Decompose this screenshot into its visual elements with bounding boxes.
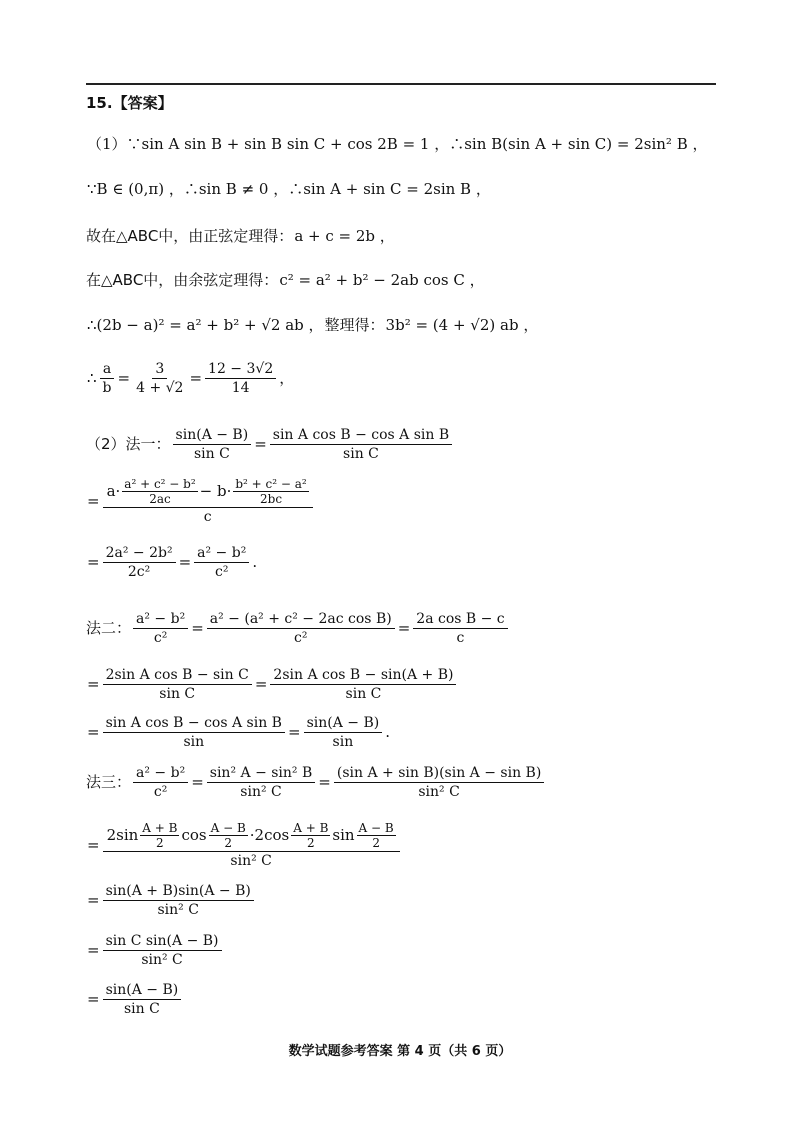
m2-l3-f1-den: sin — [183, 734, 205, 750]
m1-inner-b-den: 2bc — [260, 492, 283, 506]
m2-l3-f2-num: sin(A − B) — [304, 716, 383, 733]
m3-inner1-num: A + B — [142, 821, 178, 835]
method3-line4 — [86, 934, 224, 967]
m3-l3-num: sin(A + B)sin(A − B) — [103, 884, 254, 901]
method2-line1 — [86, 612, 510, 645]
equals-sign: = — [87, 990, 100, 1008]
part1-line5 — [86, 318, 539, 333]
method2-line2 — [86, 668, 458, 701]
m1-frac1-den: sin C — [193, 446, 230, 462]
ratio3-num: 12 − 3√2 — [205, 362, 276, 379]
m3-inner4-den: 2 — [372, 836, 380, 850]
m1-compound-frac — [103, 478, 313, 524]
equals-sign: = — [87, 675, 100, 693]
m2-l2-frac2 — [270, 668, 456, 701]
equals-sign: = — [287, 723, 301, 741]
m3-f1-den: c² — [153, 784, 168, 800]
m3-inner2 — [209, 822, 248, 849]
equals-sign: = — [254, 675, 268, 693]
equals-sign: = — [87, 553, 100, 571]
m2-frac1 — [133, 612, 188, 645]
m2-f2-den: c² — [294, 630, 308, 646]
m1-l3-f2-num: a² − b² — [194, 546, 249, 563]
question-heading: 15.【答案】 — [86, 94, 173, 112]
equals-sign: = — [87, 891, 100, 909]
m2-l3-frac1 — [103, 716, 285, 749]
part1-line2 — [86, 182, 492, 197]
equals-sign: = — [87, 723, 100, 741]
period: . — [252, 553, 258, 571]
m3-f2-num: sin² A − sin² B — [207, 766, 316, 783]
m3-inner1 — [140, 822, 179, 849]
m3-inner3-den: 2 — [306, 836, 315, 850]
m3-compound-den: sin² C — [230, 853, 272, 869]
m1-a-term: a· — [106, 482, 121, 500]
m3-l5-frac — [103, 983, 182, 1016]
m1-l3-frac2 — [194, 546, 249, 579]
m3-inner3 — [291, 822, 330, 849]
ratio2-den: 4 + √2 — [136, 380, 184, 396]
cosine-rule-text: 在△ABC中，由余弦定理得： — [86, 271, 279, 289]
part1-line3 — [86, 229, 396, 244]
ratio-fraction-2 — [133, 362, 186, 395]
part2-label: （2）法一： — [86, 435, 171, 453]
part1-line1-text: （1）∵sin A sin B + sin B sin C + cos 2B = 1 ，∴sin B(sin A + sin C) = 2sin² B ， — [87, 135, 708, 153]
ratio3-den: 14 — [231, 380, 250, 396]
equals-sign: = — [87, 835, 100, 854]
method2-label: 法二： — [86, 619, 132, 637]
m3-frac3 — [334, 766, 544, 799]
m3-inner1-den: 2 — [156, 836, 164, 850]
m2-frac2 — [207, 612, 395, 645]
m1-frac2-den: sin C — [343, 446, 379, 462]
m1-inner-b-num: b² + c² − a² — [235, 477, 307, 491]
period: . — [385, 723, 390, 741]
m1-frac1 — [173, 428, 252, 461]
m3-f3-den: sin² C — [418, 784, 460, 800]
m1-inner-a-den: 2ac — [149, 492, 171, 506]
m1-compound-num — [103, 478, 313, 508]
equals-sign: = — [87, 941, 100, 959]
m2-l2-f1-den: sin C — [159, 686, 196, 702]
m3-l5-den: sin C — [123, 1001, 160, 1017]
m1-inner-a-num: a² + c² − b² — [124, 477, 196, 491]
method2-line3 — [86, 716, 391, 749]
ratio-fraction — [100, 362, 115, 395]
m1-b-term: − b· — [199, 482, 232, 500]
m2-f2-num: a² − (a² + c² − 2ac cos B) — [207, 612, 395, 629]
m2-f3-den: c — [456, 630, 465, 646]
m3-f2-den: sin² C — [240, 784, 282, 800]
m1-frac1-num: sin(A − B) — [173, 428, 252, 445]
m3-l4-frac — [103, 934, 222, 967]
method3-label: 法三： — [86, 773, 132, 791]
sine-rule-text: 故在△ABC中，由正弦定理得： — [86, 227, 294, 245]
m1-inner-frac-b — [233, 478, 308, 505]
m3-inner2-num: A − B — [210, 821, 246, 835]
m1-frac2 — [270, 428, 452, 461]
m1-l3-frac1 — [103, 546, 176, 579]
m3-frac1 — [133, 766, 188, 799]
m3-l3-den: sin² C — [157, 902, 199, 918]
method3-line5 — [86, 983, 183, 1016]
equals-sign: = — [178, 553, 192, 571]
m1-l3-f1-den: 2c² — [127, 564, 151, 580]
m3-l4-den: sin² C — [141, 952, 183, 968]
m3-inner4 — [357, 822, 396, 849]
ratio-num: a — [100, 362, 114, 379]
page-footer: 数学试题参考答案 第 4 页（共 6 页） — [288, 1044, 512, 1059]
m3-inner2-den: 2 — [224, 836, 232, 850]
m1-inner-frac-a — [122, 478, 197, 505]
ratio-fraction-3 — [205, 362, 276, 395]
method1-line2 — [86, 478, 315, 524]
m1-compound-den: c — [203, 509, 212, 525]
part1-line5-left: ∴(2b − a)² = a² + b² + √2 ab ， — [87, 316, 324, 334]
m1-l3-f2-den: c² — [215, 564, 229, 580]
part1-line5-right: 3b² = (4 + √2) ab ， — [385, 316, 539, 334]
m3-inner4-num: A − B — [358, 821, 394, 835]
sine-rule-math: a + c = 2b ， — [294, 227, 395, 245]
m3-t3: ·2cos — [249, 826, 290, 844]
m3-t1: 2sin — [106, 826, 139, 844]
m3-l4-num: sin C sin(A − B) — [103, 934, 222, 951]
m3-frac2 — [207, 766, 316, 799]
method3-line1 — [86, 766, 546, 799]
m2-f3-num: 2a cos B − c — [413, 612, 507, 629]
comma: ， — [279, 369, 295, 387]
method1-line1 — [86, 428, 454, 461]
m3-f1-num: a² − b² — [133, 766, 188, 783]
m3-compound-num — [103, 822, 400, 852]
m2-f1-num: a² − b² — [133, 612, 188, 629]
m1-l3-f1-num: 2a² − 2b² — [103, 546, 176, 563]
ratio-den: b — [102, 380, 112, 396]
cosine-rule-math: c² = a² + b² − 2ab cos C ， — [279, 271, 485, 289]
m2-l3-frac2 — [304, 716, 383, 749]
m2-l2-frac1 — [103, 668, 252, 701]
part1-line2-text: ∵B ∈ (0,π) ，∴sin B ≠ 0 ，∴sin A + sin C = 2sin B ， — [87, 180, 491, 198]
equals-sign: = — [191, 773, 204, 791]
top-rule — [86, 83, 716, 85]
method3-line2 — [86, 822, 402, 868]
m3-inner3-num: A + B — [293, 821, 329, 835]
m3-l5-num: sin(A − B) — [103, 983, 182, 1000]
part1-line6 — [86, 362, 295, 395]
equals-sign: = — [254, 435, 267, 453]
m1-frac2-num: sin A cos B − cos A sin B — [270, 428, 452, 445]
equals-sign: = — [87, 491, 100, 510]
part1-line5-text: 整理得： — [324, 316, 385, 334]
equals-sign: = — [318, 773, 331, 791]
part1-line1 — [86, 137, 709, 152]
m2-frac3 — [413, 612, 507, 645]
m3-t4: sin — [332, 826, 355, 844]
m3-compound-frac — [103, 822, 400, 868]
therefore-symbol: ∴ — [87, 369, 97, 387]
equals-sign: = — [397, 619, 411, 637]
equals-sign: = — [191, 619, 204, 637]
m3-t2: cos — [181, 826, 207, 844]
m2-f1-den: c² — [153, 630, 168, 646]
m2-l2-f2-num: 2sin A cos B − sin(A + B) — [270, 668, 456, 685]
m2-l2-f1-num: 2sin A cos B − sin C — [103, 668, 252, 685]
m2-l3-f2-den: sin — [332, 734, 354, 750]
ratio2-num: 3 — [152, 362, 167, 379]
m3-l3-frac — [103, 884, 254, 917]
part1-line4 — [86, 273, 486, 288]
method1-line3 — [86, 546, 258, 579]
m2-l2-f2-den: sin C — [345, 686, 382, 702]
m2-l3-f1-num: sin A cos B − cos A sin B — [103, 716, 285, 733]
equals-sign: = — [117, 369, 131, 387]
m3-f3-num: (sin A + sin B)(sin A − sin B) — [334, 766, 544, 783]
equals-sign: = — [189, 369, 203, 387]
method3-line3 — [86, 884, 256, 917]
